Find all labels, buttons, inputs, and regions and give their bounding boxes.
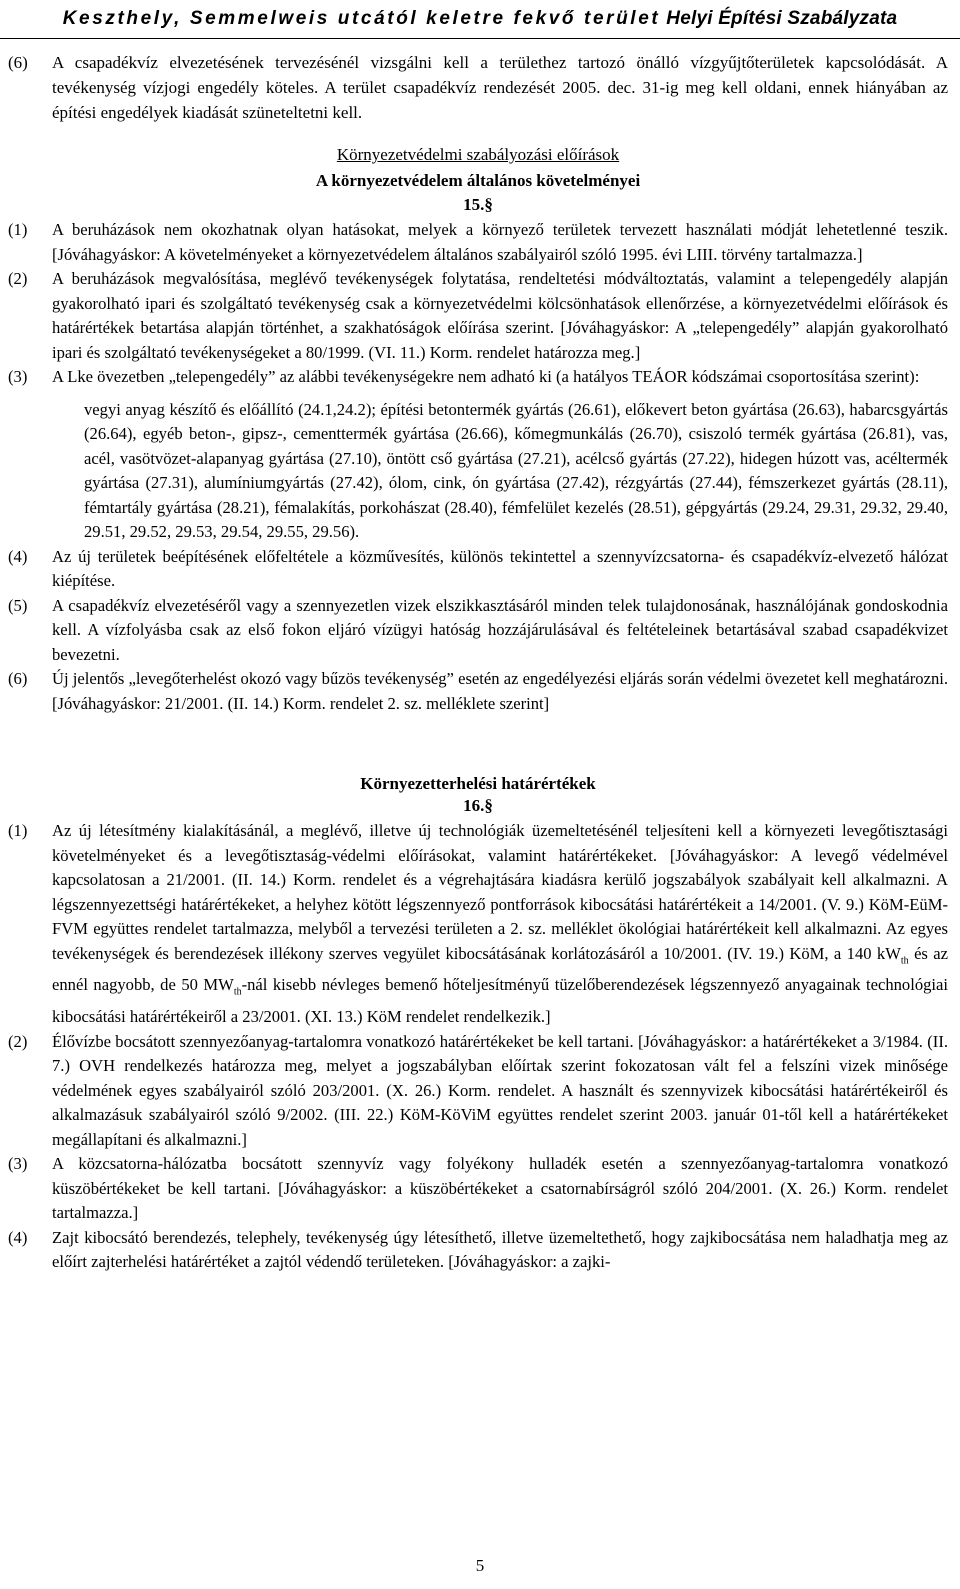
- s15-paragraph-1: [8, 218, 948, 267]
- paragraph-number: (1): [8, 821, 28, 840]
- section-title-emission-limits: Környezetterhelési határértékek: [360, 774, 596, 793]
- paragraph-text: A közcsatorna-hálózatba bocsátott szennyvíz vagy folyékony hulladék esetén a szennyezőanyag-tartalomra vonatkozó küszöbértékeket be kell tartani. [Jóváhagyáskor: a küszöbértékeket a csatornabírságról szóló 204/2001. (X. 26.) Korm. rendelet tartalmazza.]: [52, 1154, 948, 1223]
- paragraph-text: A beruházások nem okozhatnak olyan hatásokat, melyek a környező területek tervezett használati módját lehetetlenné teszik. [Jóváhagyáskor: A követelményeket a környezetvédelem általános szabályairól szóló 1995. évi LIII. törvény tartalmazza.]: [52, 220, 948, 264]
- paragraph-number: (6): [8, 669, 28, 688]
- section-number-15: 15.§: [463, 195, 493, 214]
- s15-paragraph-2: [8, 267, 948, 365]
- paragraph-number: (4): [8, 1227, 28, 1247]
- s15-paragraph-3: [8, 365, 948, 390]
- section-title-environmental: Környezetvédelmi szabályozási előírások: [336, 145, 620, 164]
- s16-paragraph-3: [8, 1152, 948, 1226]
- document-body: [8, 50, 948, 1275]
- subscript-th: th: [233, 986, 242, 998]
- text-part: és az ennél nagyobb, de 50 MW: [52, 943, 948, 995]
- paragraph-text: [52, 819, 948, 1030]
- header-subtitle: Helyi Építési Szabályzata: [666, 8, 898, 29]
- paragraph-text: Az új területek beépítésének előfeltétele a közművesítés, különös tekintettel a szennyvízcsatorna- és csapadékvíz-elvezető hálózat kiépítése.: [52, 546, 948, 590]
- paragraph-number: (3): [8, 1154, 28, 1174]
- paragraph-text: A csapadékvíz elvezetéséről vagy a szennyezetlen vizek elszikkasztásáról minden telek tulajdonosának, használójának gondoskodnia kell. A vízfolyásba csak az első fokon eljáró vízügyi hatóság hozzájárulásával és feltételeinek betartásával szabad csapadékvizet bevezetni.: [52, 595, 948, 664]
- paragraph-number: (3): [8, 367, 28, 386]
- paragraph-text: A csapadékvíz elvezetésének tervezésénél vizsgálni kell a területhez tartozó önálló vízgyűjtőterületek kapcsolódását. A tevékenység vízjogi engedély köteles. A terület csapadékvíz rendezését 2005. dec. 31-ig meg kell oldani, ennek hiányában az építési engedélyek kiadását szüneteltetni kell.: [52, 53, 948, 122]
- subscript-th: th: [900, 954, 909, 966]
- prohibited-activities-list: vegyi anyag készítő és előállító (24.1,24.2); építési betontermék gyártás (26.61), előkevert beton gyártása (26.63), habarcsgyártás (26.64), egyéb beton-, gipsz-, cementtermék gyártása (26.66), kőmegmunkálás (26.70), csiszoló termék gyártása (26.81), vas, acél, vasötvözet-alapanyag gyártása (27.10), öntött cső gyártása (27.21), acélcső gyártás (27.22), hidegen húzott vas, acéltermék gyártása (27.31), alumíniumgyártás (27.42), ólom, cink, ón gyártása (27.42), rézgyártás (27.44), fémszerkezet gyártás (28.11), fémtartály gyártása (28.21), fémalakítás, porkohászat (28.40), fémfelület kezelés (28.51), gépgyártás (29.24, 29.31, 29.32, 29.40, 29.51, 29.52, 29.53, 29.54, 29.55, 29.56).: [84, 399, 948, 541]
- section-number-16: 16.§: [463, 796, 493, 815]
- paragraph-number: (2): [8, 269, 28, 288]
- paragraph-6-drainage: [8, 50, 948, 125]
- paragraph-number: (4): [8, 546, 28, 566]
- paragraph-text: A beruházások megvalósítása, meglévő tevékenységek folytatása, rendeltetési módváltoztatás, valamint a telepengedély alapján gyakorolható ipari és szolgáltató tevékenység csak a környezetvédelmi kölcsönhatások ellenőrzése, a környezetvédelmi előírások és határértékek betartása alapján történhet, a szakhatóságok előírása szerint. [Jóváhagyáskor: A „telepengedély” alapján gyakorolható ipari és szolgáltató tevékenységeket a 80/1999. (VI. 11.) Korm. rendelet határozza meg.]: [52, 269, 948, 362]
- paragraph-number: (1): [8, 220, 28, 239]
- paragraph-number: (2): [8, 1031, 28, 1051]
- text-part: -nál kisebb névleges bemenő hőteljesítményű tüzelőberendezések légszennyező anyagainak technológiai kibocsátási határértékeiről a 23/2001. (XI. 13.) KöM rendelet rendelkezik.]: [52, 975, 949, 1027]
- s16-paragraph-1: [8, 819, 948, 1030]
- s15-paragraph-5: [8, 594, 948, 668]
- paragraph-text: Zajt kibocsátó berendezés, telephely, tevékenység úgy létesíthető, illetve üzemeltethető, hogy zajkibocsátása nem haladhatja meg az előírt zajterhelési határértéket a zajtól védendő területeken. [Jóváhagyáskor: a zajki-: [52, 1227, 948, 1272]
- header-title: Keszthely, Semmelweis utcától keletre fekvő terület: [62, 8, 661, 29]
- section-subtitle-general-requirements: A környezetvédelem általános követelményei: [315, 171, 641, 190]
- s15-paragraph-4: [8, 545, 948, 594]
- text-part: Az új létesítmény kialakításánál, a meglévő, illetve új technológiák üzemeltetésénél teljesíteni kell a környezeti levegőtisztasági követelményeket és a levegőtisztaság-védelmi előírásokat, valamint határértékeket. [Jóváhagyáskor: A levegő védelmével kapcsolatosan a 21/2001. (II. 14.) Korm. rendelet és a végrehajtására kiadásra kerülő jogszabályok szabályait kell alkalmazni. A légszennyezettségi határértékeket, a helyhez kötött légszennyező pontforrások kibocsátási határértékeit a 14/2001. (V. 9.) KöM-EüM-FVM együttes rendelet tartalmazza, melyből a tervezési területen a 2. sz. melléklet ökológiai határértékeit kell alkalmazni. Az egyes tevékenységek és berendezések illékony szerves vegyület kibocsátásának korlátozásáról a 10/2001. (IV. 19.) KöM, a 140 kW: [52, 821, 948, 963]
- page-header: [0, 0, 960, 39]
- s16-paragraph-4: [8, 1226, 948, 1275]
- paragraph-number: (5): [8, 595, 28, 615]
- paragraph-number: (6): [8, 53, 28, 72]
- paragraph-text: A Lke övezetben „telepengedély” az alábbi tevékenységekre nem adható ki (a hatályos TEÁOR kódszámai csoportosítása szerint):: [52, 367, 920, 386]
- page-number: 5: [475, 1556, 485, 1575]
- s15-paragraph-6: [8, 667, 948, 716]
- paragraph-text: Élővízbe bocsátott szennyezőanyag-tartalomra vonatkozó határértékeket be kell tartani. [Jóváhagyáskor: a határértékeket a 3/1984. (II. 7.) OVH rendelkezés határozza meg, melyet a jogszabályban előírtak szerint fokozatosan vált fel a felszíni vizek minősége védelmének egyes szabályairól szóló 203/2001. (X. 26.) Korm. rendelet. A használt és szennyvizek kibocsátási határértékeiről és alkalmazásuk szabályairól szóló 9/2002. (III. 22.) KöM-KöViM együttes rendelet szerint 2003. január 01-től kell a határértékeket megállapítani és alkalmazni.]: [52, 1031, 948, 1149]
- paragraph-text: Új jelentős „levegőterhelést okozó vagy bűzös tevékenység” esetén az engedélyezési eljárás során védelmi övezetet kell meghatározni. [Jóváhagyáskor: 21/2001. (II. 14.) Korm. rendelet 2. sz. melléklete szerint]: [52, 669, 948, 713]
- s16-paragraph-2: [8, 1030, 948, 1153]
